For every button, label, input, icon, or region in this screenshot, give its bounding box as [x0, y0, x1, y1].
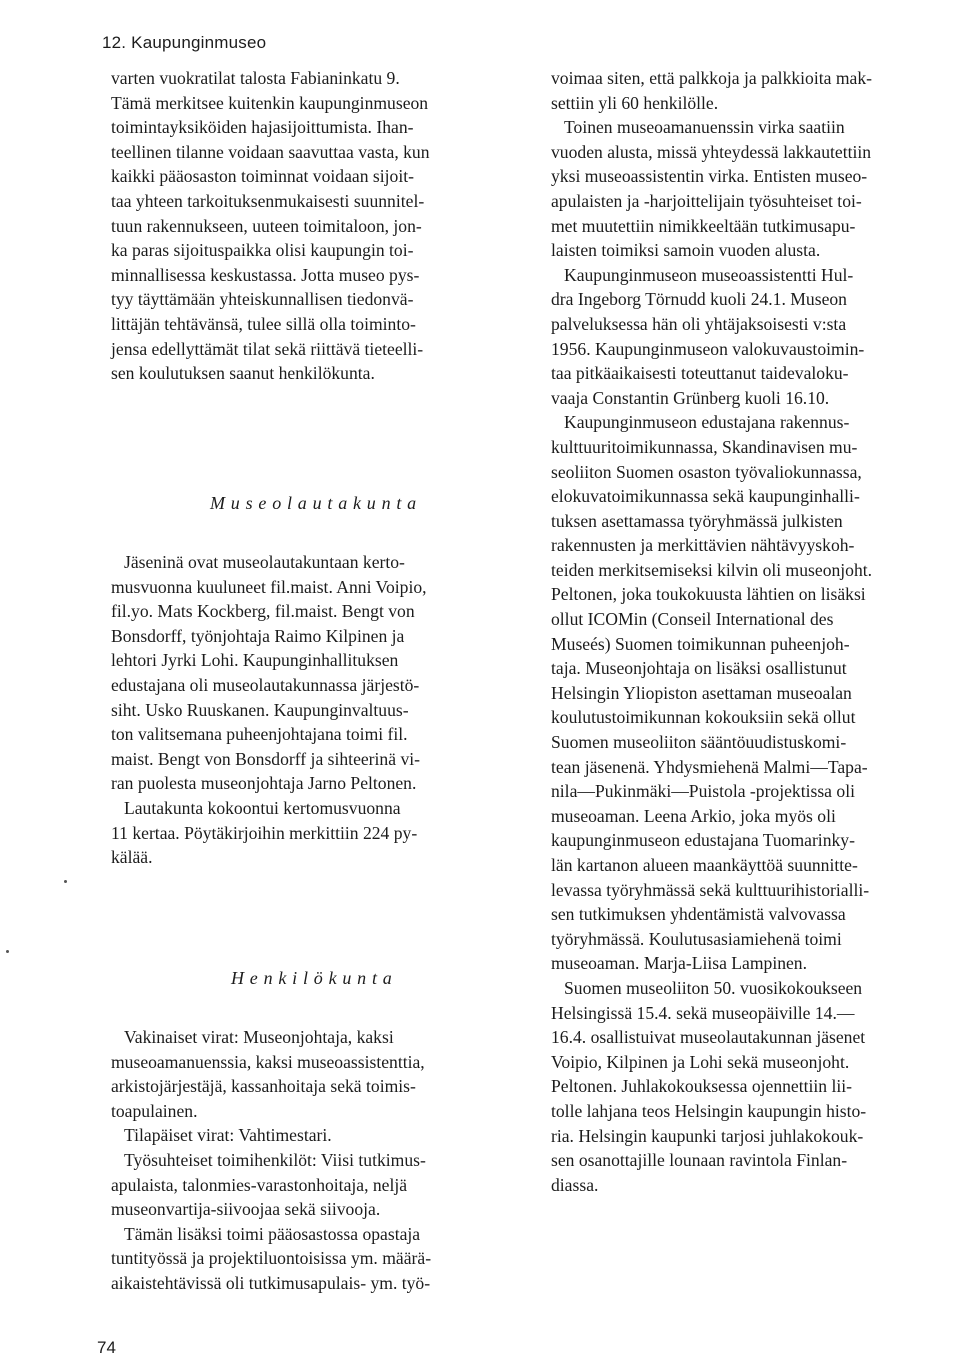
museolautakunta-section [111, 550, 506, 870]
page-number: 74 [97, 1338, 116, 1357]
paragraph: Tilapäiset virat: Vahtimestari. [124, 1125, 332, 1146]
paragraph: Jäseninä ovat museolautakuntaan kerto- musvuonna kuuluneet fil.maist. Anni Voipio, fil.yo. Mats Kockberg, fil.maist. Bengt von Bonsdorff, työnjohtaja Raimo Kilpinen ja lehtori Jyrki Lohi. Kaupunginhallituksen edustajana oli museolautakunnassa järjestö- siht. Usko Ruuskanen. Kaupunginvaltuus- ton valitsemana puheenjohtajana toimi fil. maist. Bengt von Bonsdorff ja sihteerinä vi- ran puolesta museonjohtaja Jarno Peltonen. [111, 552, 427, 794]
paragraph: Kaupunginmuseon museoassistentti Hul- dra Ingeborg Törnudd kuoli 24.1. Museon palveluksessa hän oli yhtäjaksoisesti v:sta 1956. Kaupunginmuseon valokuvaustoimin- taa pitkäaikaisesti toteuttanut taidevaloku- vaaja Constantin Grünberg kuoli 16.10. [551, 264, 865, 408]
paragraph: Lautakunta kokoontui kertomusvuonna 11 kertaa. Pöytäkirjoihin merkittiin 224 py- kälää. [111, 797, 418, 868]
paragraph: Toinen museoamanuenssin virka saatiin vuoden alusta, missä yhteydessä lakkautettiin yksi museoassistentin virka. Entisten museo- apulaisten ja -harjoittelijain työsuhteiset toi- met muutettiin nimikkeeltään tutkimusapu- laisten toimiksi samoin vuoden alusta. [551, 117, 872, 261]
paragraph: Tämän lisäksi toimi pääosastossa opastaja tuntityössä ja projektiluontoisissa ym. määrä- aikaistehtävissä oli tutkimusapulais- ym. työ- [111, 1223, 432, 1293]
henkilokunta-section [111, 1025, 506, 1296]
running-header: 12. Kaupunginmuseo [102, 33, 267, 52]
paragraph: Vakinaiset virat: Museonjohtaja, kaksi museoamanuenssia, kaksi museoassistenttia, arkistojärjestäjä, kassanhoitaja sekä toimis- toapulainen. [111, 1027, 425, 1121]
paragraph: Suomen museoliiton 50. vuosikokoukseen Helsingissä 15.4. sekä museopäiville 14.— 16.4. osallistuivat museolautakunnan jäsenet Voipio, Kilpinen ja Lohi sekä museonjoht. Peltonen. Juhlakokouksessa ojennettiin lii- tolle lahjana teos Helsingin kaupungin histo- ria. Helsingin kaupunki tarjosi juhlakokouk- sen osanottajille lounaan ravintola Finlan- diassa. [551, 977, 867, 1195]
right-column [551, 66, 956, 1197]
paragraph: Työsuhteiset toimihenkilöt: Viisi tutkimus- apulaista, talonmies-varastonhoitaja, neljä museonvartija-siivoojaa sekä siivooja. [111, 1149, 426, 1220]
scan-speck [64, 880, 67, 883]
paragraph: varten vuokratilat talosta Fabianinkatu 9. Tämä merkitsee kuitenkin kaupunginmuseon toimintayksiköiden hajasijoittumista. Ihan- teellinen tilanne voidaan saavuttaa vasta, kun kaikki pääosaston toiminnat voidaan sijoit- taa yhteen tarkoituksenmukaisesti suunnitel- tuun rakennukseen, uuteen toimitaloon, jon- ka paras sijoituspaikka olisi kaupungin toi- minnallisessa keskustassa. Jotta museo pys- tyy täyttämään yhteiskunnallisen tiedonvä- littäjän tehtävänsä, tulee sillä olla toiminto- jensa edellyttämät tilat sekä riittävä tieteelli- sen koulutuksen saanut henkilökunta. [111, 68, 430, 384]
scan-speck [6, 950, 9, 953]
section-heading-henkilokunta: Henkilökunta [231, 968, 398, 988]
left-column-intro [111, 66, 506, 386]
paragraph: Kaupunginmuseon edustajana rakennus- kulttuuritoimikunnassa, Skandinavisen mu- seoliiton Suomen osaston työvaliokunnassa, elokuvatoimikunnassa sekä kaupunginhalli- tuksen asettamassa työryhmässä julkisten rakennusten ja merkittävien nähtävyyskoh- teiden merkitsemiseksi kilvin oli museonjoht. Peltonen, joka toukokuusta lähtien on lisäksi ollut ICOMin (Conseil International des Museés) Suomen toimikunnan puheenjoh- taja. Museonjohtaja on lisäksi osallistunut Helsingin Yliopiston asettaman museoalan koulutustoimikunnan kokouksiin sekä ollut Suomen museoliiton sääntöuudistuskomi- tean jäsenenä. Yhdysmiehenä Malmi—Tapa- nila—Pukinmäki—Puistola -projektissa oli museoaman. Leena Arkio, joka myös oli kaupunginmuseon edustajana Tuomarinky- län kartanon alueen maankäyttöä suunnitte- levassa työryhmässä sekä kulttuurihistorialli- sen tutkimuksen yhdentämistä valvovassa työryhmässä. Koulutusasiamiehenä toimi museoaman. Marja-Liisa Lampinen. [551, 412, 873, 974]
paragraph: voimaa siten, että palkkoja ja palkkioita mak- settiin yli 60 henkilölle. [551, 68, 872, 113]
section-heading-museolautakunta: Museolautakunta [210, 493, 422, 513]
